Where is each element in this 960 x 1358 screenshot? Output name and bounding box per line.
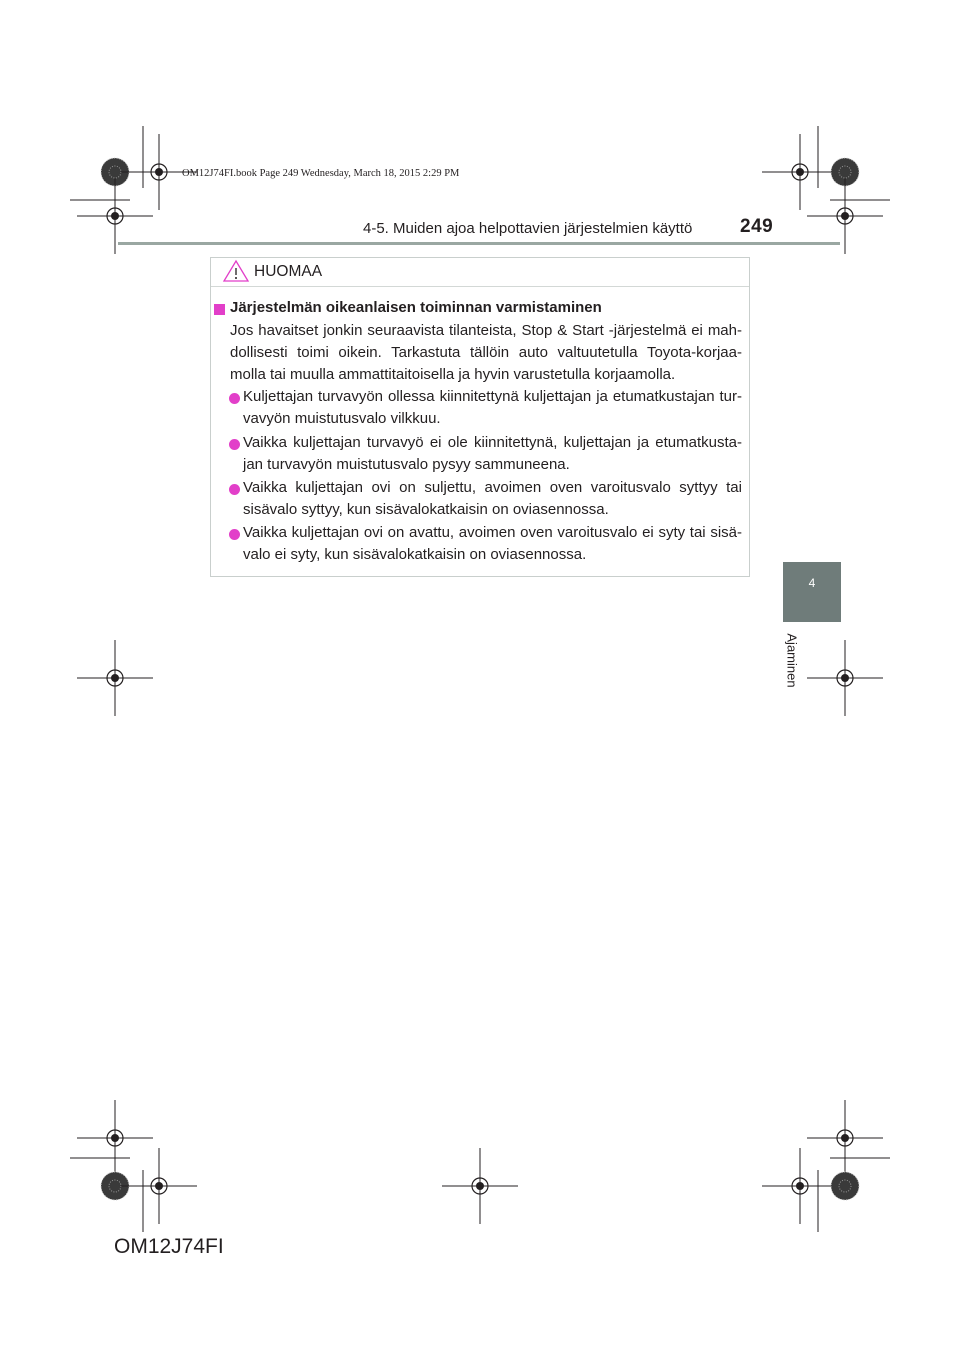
bullet-line: jan turvavyön muistutusvalo pysyy sammuneena. xyxy=(243,456,570,473)
bullet-line: sisävalo syttyy, kun sisävalokatkaisin on oviasennossa. xyxy=(243,501,609,518)
manual-code: OM12J74FI xyxy=(114,1235,224,1258)
bullet-line: valo ei syty, kun sisävalokatkaisin on oviasennossa. xyxy=(243,546,587,563)
section-title: 4-5. Muiden ajoa helpottavien järjestelmien käyttö xyxy=(363,220,693,237)
crosshair-icon xyxy=(442,1148,518,1224)
bullet-line: Vaikka kuljettajan turvavyö ei ole kiinnitettynä, kuljettajan ja etumatkusta- xyxy=(243,434,742,451)
chapter-tab xyxy=(783,562,841,622)
bullet-line: Vaikka kuljettajan ovi on avattu, avoimen oven varoitusvalo ei syty tai sisä- xyxy=(243,524,742,541)
bullet-line: vavyön muistutusvalo vilkkuu. xyxy=(243,410,441,427)
chapter-number: 4 xyxy=(808,576,816,590)
star-mark-icon xyxy=(831,1172,859,1200)
crosshair-icon xyxy=(762,1148,838,1224)
page-number: 249 xyxy=(740,216,774,237)
heading-square-icon xyxy=(214,304,225,315)
bullet-dot-icon xyxy=(229,393,240,404)
crosshair-icon xyxy=(807,1100,883,1176)
bullet-line: Kuljettajan turvavyön ollessa kiinnitettynä kuljettajan ja etumatkustajan tur- xyxy=(243,388,742,405)
intro-line: Jos havaitset jonkin seuraavista tilanteista, Stop & Start -järjestelmä ei mah- xyxy=(230,322,742,339)
print-info: OM12J74FI.book Page 249 Wednesday, March 18, 2015 2:29 PM xyxy=(182,168,460,179)
crosshair-icon xyxy=(121,1148,197,1224)
chapter-label: Ajaminen xyxy=(784,633,800,688)
crosshair-icon xyxy=(807,640,883,716)
header-divider xyxy=(118,242,840,245)
warning-triangle-icon xyxy=(222,258,250,284)
notice-heading: Järjestelmän oikeanlaisen toiminnan varmistaminen xyxy=(230,299,602,316)
intro-line: dollisesti toimi oikein. Tarkastuta tällöin auto valtuutetulla Toyota-korjaa- xyxy=(230,344,742,361)
crosshair-icon xyxy=(762,134,838,210)
crosshair-icon xyxy=(77,1100,153,1176)
notice-title: HUOMAA xyxy=(254,263,323,280)
bullet-dot-icon xyxy=(229,484,240,495)
crosshair-icon xyxy=(77,640,153,716)
intro-line: molla tai muulla ammattitaitoisella ja hyvin varustetulla korjaamolla. xyxy=(230,366,676,383)
bullet-dot-icon xyxy=(229,439,240,450)
bullet-line: Vaikka kuljettajan ovi on suljettu, avoimen oven varoitusvalo syttyy tai xyxy=(243,479,742,496)
bullet-dot-icon xyxy=(229,529,240,540)
